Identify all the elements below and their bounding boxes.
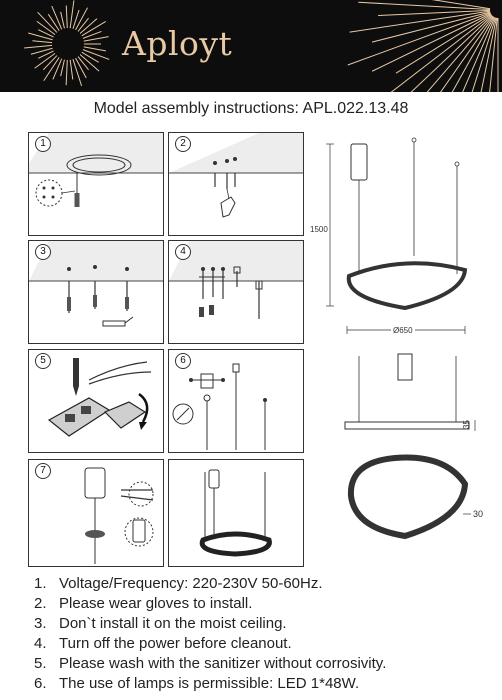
step-number-3: 3 <box>35 244 51 260</box>
sunburst-ray <box>78 18 89 31</box>
page-title: Model assembly instructions: APL.022.13.48 <box>93 100 409 117</box>
sunburst-ray <box>84 47 106 51</box>
note-item: 6. The use of lamps is permissible: LED 1*48W. <box>34 675 360 692</box>
dimension-drawings <box>305 128 495 553</box>
lamp-dimension-diagrams <box>305 128 495 548</box>
sunburst-ray <box>24 45 52 48</box>
sunburst-ray <box>28 33 52 40</box>
step-panel-1 <box>28 132 164 236</box>
sunburst-ray <box>372 13 491 71</box>
sunburst-ray <box>52 6 62 29</box>
sunburst-ray <box>66 60 67 85</box>
thickness-dimension: 35 <box>461 420 471 429</box>
sunburst-ray <box>76 58 87 78</box>
step-panel-6 <box>168 349 304 453</box>
step-panel-4 <box>168 240 304 344</box>
diameter-dimension: Ø650 <box>393 326 413 335</box>
brand-banner <box>0 0 502 92</box>
sunburst-ray <box>82 52 99 62</box>
note-item: 2. Please wear gloves to install. <box>34 595 253 612</box>
sunburst-ray <box>70 60 73 80</box>
sunburst-ray <box>32 41 52 43</box>
step-panel-5 <box>28 349 164 453</box>
sunburst-ray <box>340 0 490 9</box>
step-number-4: 4 <box>175 244 191 260</box>
sunburst-ray <box>43 56 57 70</box>
sunburst-ray <box>84 37 109 42</box>
step-panel-2 <box>168 132 304 236</box>
note-item: 5. Please wash with the sanitizer without corrosivity. <box>34 655 387 672</box>
sunburst-ray <box>484 18 497 92</box>
sunburst-ray <box>73 59 82 86</box>
sunburst-ray <box>48 14 59 30</box>
step-number-5: 5 <box>35 353 51 369</box>
sunburst-ray <box>83 31 101 38</box>
note-item: 1. Voltage/Frequency: 220-230V 50-60Hz. <box>34 575 323 592</box>
sunburst-ray <box>61 60 65 77</box>
height-dimension: 1500 <box>310 225 328 234</box>
note-item: 3. Don`t install it on the moist ceiling. <box>34 615 287 632</box>
width-dimension: 30 <box>473 509 484 519</box>
sunburst-ray <box>378 10 490 15</box>
sunburst-ray <box>372 12 490 42</box>
step-panel-final <box>168 459 304 567</box>
step-number-6: 6 <box>175 353 191 369</box>
brand-logo-text: Aployt <box>122 24 233 63</box>
step-panel-3 <box>28 240 164 344</box>
sunburst-decoration <box>0 0 502 92</box>
instruction-notes <box>34 574 386 694</box>
step-panel-7 <box>28 459 164 567</box>
step-number-1: 1 <box>35 136 51 152</box>
sunburst-ray <box>348 13 491 65</box>
sunburst-ray <box>70 0 74 28</box>
step-number-7: 7 <box>35 463 51 479</box>
sunburst-ray <box>66 6 67 28</box>
note-item: 4. Turn off the power before cleanout. <box>34 635 292 652</box>
step-final-illustration <box>169 460 303 566</box>
sunburst-ray <box>61 12 65 29</box>
step-number-2: 2 <box>175 136 191 152</box>
sunburst-ray <box>78 57 89 70</box>
sunburst-ray <box>53 59 62 80</box>
sunburst-ray <box>350 11 490 32</box>
